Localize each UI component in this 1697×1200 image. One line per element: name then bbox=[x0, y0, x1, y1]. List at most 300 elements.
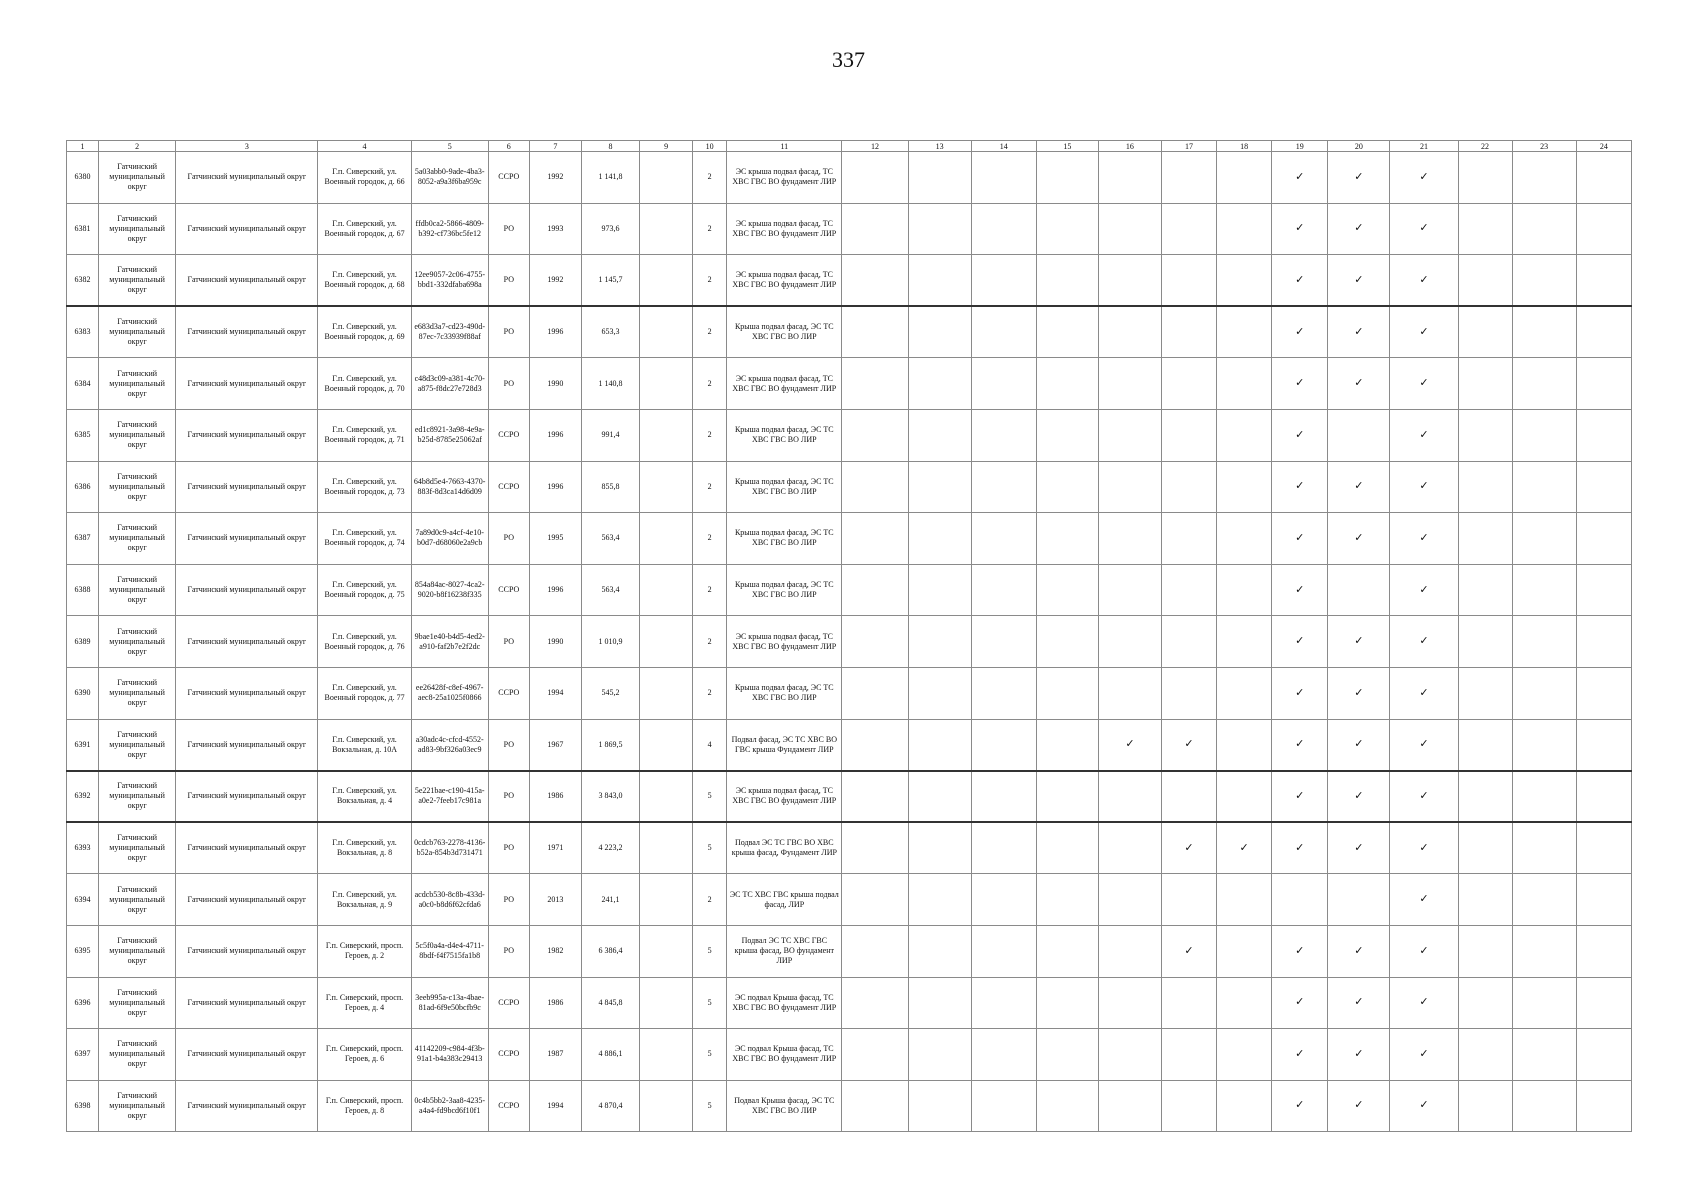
col-19-cell bbox=[1272, 564, 1328, 616]
municipality-cell: Гатчинский муниципальный округ bbox=[176, 306, 318, 358]
address-cell: Г.п. Сиверский, ул. Военный городок, д. 77 bbox=[318, 667, 411, 719]
record-number-cell: 6391 bbox=[67, 719, 99, 771]
record-number-cell: 6396 bbox=[67, 977, 99, 1029]
col-24-cell bbox=[1576, 616, 1631, 668]
col-19-cell bbox=[1272, 409, 1328, 461]
col-21-cell bbox=[1390, 925, 1458, 977]
col-16-cell bbox=[1098, 822, 1161, 874]
col-21-cell bbox=[1390, 874, 1458, 926]
works-list-cell: Крыша подвал фасад, ЭС ТС ХВС ГВС ВО ЛИР bbox=[727, 667, 842, 719]
col-9-cell bbox=[640, 667, 693, 719]
column-number-9: 9 bbox=[640, 141, 693, 152]
municipality-cell: Гатчинский муниципальный округ bbox=[176, 667, 318, 719]
col-19-cell bbox=[1272, 255, 1328, 307]
table-row bbox=[67, 203, 1632, 255]
col-9-cell bbox=[640, 719, 693, 771]
col-12-cell bbox=[842, 152, 908, 204]
col-23-cell bbox=[1512, 1029, 1576, 1081]
municipality-cell: Гатчинский муниципальный округ bbox=[176, 874, 318, 926]
col-23-cell bbox=[1512, 925, 1576, 977]
col-13-cell bbox=[908, 203, 971, 255]
col-23-cell bbox=[1512, 409, 1576, 461]
col-10-cell: 2 bbox=[693, 152, 727, 204]
col-22-cell bbox=[1458, 771, 1512, 823]
address-cell: Г.п. Сиверский, ул. Военный городок, д. 73 bbox=[318, 461, 411, 513]
col-22-cell bbox=[1458, 564, 1512, 616]
address-cell: Г.п. Сиверский, ул. Военный городок, д. 66 bbox=[318, 152, 411, 204]
col-24-cell bbox=[1576, 152, 1631, 204]
column-number-8: 8 bbox=[581, 141, 639, 152]
col-17-cell bbox=[1161, 771, 1216, 823]
area-cell: 973,6 bbox=[581, 203, 639, 255]
col-17-cell bbox=[1161, 1080, 1216, 1132]
col-24-cell bbox=[1576, 1080, 1631, 1132]
table-row bbox=[67, 358, 1632, 410]
management-type-cell: РО bbox=[488, 771, 529, 823]
column-number-22: 22 bbox=[1458, 141, 1512, 152]
col-10-cell: 5 bbox=[693, 977, 727, 1029]
col-16-cell bbox=[1098, 1029, 1161, 1081]
area-cell: 241,1 bbox=[581, 874, 639, 926]
col-23-cell bbox=[1512, 667, 1576, 719]
area-cell: 4 223,2 bbox=[581, 822, 639, 874]
column-number-17: 17 bbox=[1161, 141, 1216, 152]
address-cell: Г.п. Сиверский, ул. Вокзальная, д. 9 bbox=[318, 874, 411, 926]
col-14-cell bbox=[971, 461, 1036, 513]
municipality-cell: Гатчинский муниципальный округ bbox=[176, 1029, 318, 1081]
area-cell: 3 843,0 bbox=[581, 771, 639, 823]
works-list-cell: Подвал Крыша фасад, ЭС ТС ХВС ГВС ВО ЛИР bbox=[727, 1080, 842, 1132]
checkmark-icon: ✓ bbox=[1419, 222, 1429, 235]
checkmark-icon: ✓ bbox=[1354, 1099, 1364, 1112]
works-list-cell: Подвал ЭС ТС ХВС ГВС крыша фасад, ВО фундамент ЛИР bbox=[727, 925, 842, 977]
col-22-cell bbox=[1458, 874, 1512, 926]
checkmark-icon: ✓ bbox=[1419, 480, 1429, 493]
address-cell: Г.п. Сиверский, ул. Военный городок, д. 75 bbox=[318, 564, 411, 616]
col-20-cell bbox=[1328, 1080, 1390, 1132]
works-list-cell: ЭС подвал Крыша фасад, ТС ХВС ГВС ВО фундамент ЛИР bbox=[727, 977, 842, 1029]
record-number-cell: 6385 bbox=[67, 409, 99, 461]
checkmark-icon: ✓ bbox=[1295, 325, 1305, 338]
col-21-cell bbox=[1390, 461, 1458, 513]
col-22-cell bbox=[1458, 977, 1512, 1029]
col-13-cell bbox=[908, 667, 971, 719]
col-15-cell bbox=[1036, 564, 1098, 616]
checkmark-icon: ✓ bbox=[1419, 944, 1429, 957]
col-14-cell bbox=[971, 667, 1036, 719]
district-cell: Гатчинский муниципальный округ bbox=[99, 925, 176, 977]
checkmark-icon: ✓ bbox=[1419, 841, 1429, 854]
table-row bbox=[67, 255, 1632, 307]
table-row bbox=[67, 461, 1632, 513]
col-20-cell bbox=[1328, 822, 1390, 874]
municipality-cell: Гатчинский муниципальный округ bbox=[176, 461, 318, 513]
col-14-cell bbox=[971, 203, 1036, 255]
col-17-cell bbox=[1161, 1029, 1216, 1081]
checkmark-icon: ✓ bbox=[1184, 944, 1194, 957]
checkmark-icon: ✓ bbox=[1354, 531, 1364, 544]
area-cell: 4 870,4 bbox=[581, 1080, 639, 1132]
column-number-18: 18 bbox=[1217, 141, 1272, 152]
build-year-cell: 1986 bbox=[529, 977, 581, 1029]
column-number-row bbox=[67, 141, 1632, 152]
col-16-cell bbox=[1098, 461, 1161, 513]
address-cell: Г.п. Сиверский, просп. Героев, д. 2 bbox=[318, 925, 411, 977]
checkmark-icon: ✓ bbox=[1419, 738, 1429, 751]
col-14-cell bbox=[971, 564, 1036, 616]
col-10-cell: 2 bbox=[693, 409, 727, 461]
col-12-cell bbox=[842, 409, 908, 461]
col-10-cell: 2 bbox=[693, 667, 727, 719]
col-15-cell bbox=[1036, 719, 1098, 771]
col-16-cell bbox=[1098, 203, 1161, 255]
table-row bbox=[67, 1080, 1632, 1132]
col-22-cell bbox=[1458, 925, 1512, 977]
col-17-cell bbox=[1161, 358, 1216, 410]
col-19-cell bbox=[1272, 513, 1328, 565]
col-23-cell bbox=[1512, 461, 1576, 513]
col-21-cell bbox=[1390, 719, 1458, 771]
district-cell: Гатчинский муниципальный округ bbox=[99, 409, 176, 461]
col-18-cell bbox=[1217, 203, 1272, 255]
management-type-cell: ССРО bbox=[488, 564, 529, 616]
building-guid-cell: 3eeb995a-c13a-4bae-81ad-6f9e50bcfb9c bbox=[411, 977, 488, 1029]
col-12-cell bbox=[842, 616, 908, 668]
management-type-cell: ССРО bbox=[488, 152, 529, 204]
col-18-cell bbox=[1217, 306, 1272, 358]
col-17-cell bbox=[1161, 874, 1216, 926]
build-year-cell: 1993 bbox=[529, 203, 581, 255]
col-16-cell bbox=[1098, 977, 1161, 1029]
col-18-cell bbox=[1217, 1029, 1272, 1081]
checkmark-icon: ✓ bbox=[1419, 531, 1429, 544]
building-guid-cell: 854a84ac-8027-4ca2-9020-b8f16238f335 bbox=[411, 564, 488, 616]
area-cell: 563,4 bbox=[581, 564, 639, 616]
checkmark-icon: ✓ bbox=[1419, 1047, 1429, 1060]
col-12-cell bbox=[842, 255, 908, 307]
col-10-cell: 4 bbox=[693, 719, 727, 771]
management-type-cell: РО bbox=[488, 719, 529, 771]
checkmark-icon: ✓ bbox=[1295, 635, 1305, 648]
col-20-cell bbox=[1328, 461, 1390, 513]
checkmark-icon: ✓ bbox=[1354, 996, 1364, 1009]
col-9-cell bbox=[640, 616, 693, 668]
address-cell: Г.п. Сиверский, ул. Военный городок, д. 74 bbox=[318, 513, 411, 565]
management-type-cell: РО bbox=[488, 925, 529, 977]
col-14-cell bbox=[971, 925, 1036, 977]
area-cell: 1 010,9 bbox=[581, 616, 639, 668]
col-9-cell bbox=[640, 255, 693, 307]
building-guid-cell: ffdb0ca2-5866-4809-b392-cf736bc5fe12 bbox=[411, 203, 488, 255]
col-18-cell bbox=[1217, 667, 1272, 719]
works-list-cell: ЭС крыша подвал фасад, ТС ХВС ГВС ВО фундамент ЛИР bbox=[727, 616, 842, 668]
col-14-cell bbox=[971, 255, 1036, 307]
area-cell: 4 886,1 bbox=[581, 1029, 639, 1081]
col-9-cell bbox=[640, 1080, 693, 1132]
col-12-cell bbox=[842, 461, 908, 513]
municipality-cell: Гатчинский муниципальный округ bbox=[176, 255, 318, 307]
table-row bbox=[67, 874, 1632, 926]
building-guid-cell: ed1c8921-3a98-4e9a-b25d-8785e25062af bbox=[411, 409, 488, 461]
col-18-cell bbox=[1217, 822, 1272, 874]
municipality-cell: Гатчинский муниципальный округ bbox=[176, 1080, 318, 1132]
col-18-cell bbox=[1217, 152, 1272, 204]
works-list-cell: ЭС подвал Крыша фасад, ТС ХВС ГВС ВО фундамент ЛИР bbox=[727, 1029, 842, 1081]
col-23-cell bbox=[1512, 977, 1576, 1029]
col-22-cell bbox=[1458, 358, 1512, 410]
col-22-cell bbox=[1458, 513, 1512, 565]
table-row bbox=[67, 409, 1632, 461]
area-cell: 1 141,8 bbox=[581, 152, 639, 204]
col-24-cell bbox=[1576, 409, 1631, 461]
table-row bbox=[67, 667, 1632, 719]
col-23-cell bbox=[1512, 719, 1576, 771]
building-guid-cell: ee26428f-c8ef-4967-aec8-25a1025f0866 bbox=[411, 667, 488, 719]
col-23-cell bbox=[1512, 255, 1576, 307]
col-19-cell bbox=[1272, 925, 1328, 977]
build-year-cell: 1990 bbox=[529, 358, 581, 410]
management-type-cell: РО bbox=[488, 513, 529, 565]
col-18-cell bbox=[1217, 564, 1272, 616]
checkmark-icon: ✓ bbox=[1354, 273, 1364, 286]
works-list-cell: ЭС крыша подвал фасад, ТС ХВС ГВС ВО фундамент ЛИР bbox=[727, 152, 842, 204]
col-18-cell bbox=[1217, 409, 1272, 461]
checkmark-icon: ✓ bbox=[1354, 325, 1364, 338]
building-guid-cell: 12ee9057-2c06-4755-bbd1-332dfaba698a bbox=[411, 255, 488, 307]
building-guid-cell: 41142209-c984-4f3b-91a1-b4a383c29413 bbox=[411, 1029, 488, 1081]
area-cell: 6 386,4 bbox=[581, 925, 639, 977]
col-10-cell: 2 bbox=[693, 564, 727, 616]
table-row bbox=[67, 616, 1632, 668]
col-12-cell bbox=[842, 925, 908, 977]
record-number-cell: 6384 bbox=[67, 358, 99, 410]
col-19-cell bbox=[1272, 719, 1328, 771]
building-guid-cell: e683d3a7-cd23-490d-87ec-7c33939f88af bbox=[411, 306, 488, 358]
col-19-cell bbox=[1272, 358, 1328, 410]
district-cell: Гатчинский муниципальный округ bbox=[99, 513, 176, 565]
address-cell: Г.п. Сиверский, ул. Вокзальная, д. 4 bbox=[318, 771, 411, 823]
checkmark-icon: ✓ bbox=[1419, 583, 1429, 596]
col-20-cell bbox=[1328, 409, 1390, 461]
build-year-cell: 1990 bbox=[529, 616, 581, 668]
area-cell: 1 140,8 bbox=[581, 358, 639, 410]
record-number-cell: 6388 bbox=[67, 564, 99, 616]
column-number-14: 14 bbox=[971, 141, 1036, 152]
table-row bbox=[67, 771, 1632, 823]
col-23-cell bbox=[1512, 358, 1576, 410]
col-13-cell bbox=[908, 409, 971, 461]
building-guid-cell: 5c5f0a4a-d4e4-4711-8bdf-f4f7515fa1b8 bbox=[411, 925, 488, 977]
column-number-10: 10 bbox=[693, 141, 727, 152]
col-10-cell: 2 bbox=[693, 513, 727, 565]
col-18-cell bbox=[1217, 255, 1272, 307]
col-12-cell bbox=[842, 667, 908, 719]
checkmark-icon: ✓ bbox=[1354, 841, 1364, 854]
col-10-cell: 5 bbox=[693, 1080, 727, 1132]
col-12-cell bbox=[842, 874, 908, 926]
record-number-cell: 6397 bbox=[67, 1029, 99, 1081]
building-guid-cell: 0c4b5bb2-3aa8-4235-a4a4-fd9bcd6f10f1 bbox=[411, 1080, 488, 1132]
col-10-cell: 5 bbox=[693, 925, 727, 977]
column-number-16: 16 bbox=[1098, 141, 1161, 152]
column-number-13: 13 bbox=[908, 141, 971, 152]
col-14-cell bbox=[971, 1080, 1036, 1132]
district-cell: Гатчинский муниципальный округ bbox=[99, 667, 176, 719]
col-20-cell bbox=[1328, 358, 1390, 410]
record-number-cell: 6383 bbox=[67, 306, 99, 358]
build-year-cell: 1996 bbox=[529, 564, 581, 616]
col-10-cell: 2 bbox=[693, 306, 727, 358]
col-9-cell bbox=[640, 977, 693, 1029]
col-20-cell bbox=[1328, 255, 1390, 307]
col-24-cell bbox=[1576, 255, 1631, 307]
municipality-cell: Гатчинский муниципальный округ bbox=[176, 358, 318, 410]
col-20-cell bbox=[1328, 719, 1390, 771]
col-14-cell bbox=[971, 822, 1036, 874]
works-list-cell: Подвал ЭС ТС ГВС ВО ХВС крыша фасад, Фундамент ЛИР bbox=[727, 822, 842, 874]
col-24-cell bbox=[1576, 1029, 1631, 1081]
municipality-cell: Гатчинский муниципальный округ bbox=[176, 409, 318, 461]
col-15-cell bbox=[1036, 1029, 1098, 1081]
build-year-cell: 1996 bbox=[529, 409, 581, 461]
col-16-cell bbox=[1098, 564, 1161, 616]
col-13-cell bbox=[908, 822, 971, 874]
register-rows bbox=[67, 152, 1632, 1132]
column-number-3: 3 bbox=[176, 141, 318, 152]
record-number-cell: 6392 bbox=[67, 771, 99, 823]
district-cell: Гатчинский муниципальный округ bbox=[99, 771, 176, 823]
management-type-cell: РО bbox=[488, 306, 529, 358]
district-cell: Гатчинский муниципальный округ bbox=[99, 564, 176, 616]
col-15-cell bbox=[1036, 1080, 1098, 1132]
col-17-cell bbox=[1161, 564, 1216, 616]
col-16-cell bbox=[1098, 616, 1161, 668]
district-cell: Гатчинский муниципальный округ bbox=[99, 306, 176, 358]
col-20-cell bbox=[1328, 203, 1390, 255]
col-17-cell bbox=[1161, 977, 1216, 1029]
col-13-cell bbox=[908, 719, 971, 771]
col-21-cell bbox=[1390, 513, 1458, 565]
works-list-cell: ЭС крыша подвал фасад, ТС ХВС ГВС ВО фундамент ЛИР bbox=[727, 771, 842, 823]
col-23-cell bbox=[1512, 513, 1576, 565]
municipality-cell: Гатчинский муниципальный округ bbox=[176, 152, 318, 204]
col-10-cell: 2 bbox=[693, 358, 727, 410]
col-20-cell bbox=[1328, 306, 1390, 358]
col-16-cell bbox=[1098, 255, 1161, 307]
checkmark-icon: ✓ bbox=[1419, 377, 1429, 390]
col-20-cell bbox=[1328, 513, 1390, 565]
district-cell: Гатчинский муниципальный округ bbox=[99, 358, 176, 410]
col-16-cell bbox=[1098, 719, 1161, 771]
col-21-cell bbox=[1390, 203, 1458, 255]
works-list-cell: Крыша подвал фасад, ЭС ТС ХВС ГВС ВО ЛИР bbox=[727, 513, 842, 565]
col-14-cell bbox=[971, 358, 1036, 410]
col-22-cell bbox=[1458, 1080, 1512, 1132]
management-type-cell: РО bbox=[488, 874, 529, 926]
checkmark-icon: ✓ bbox=[1295, 789, 1305, 802]
col-17-cell bbox=[1161, 152, 1216, 204]
col-13-cell bbox=[908, 513, 971, 565]
col-14-cell bbox=[971, 306, 1036, 358]
building-guid-cell: 9bae1e40-b4d5-4ed2-a910-faf2b7e2f2dc bbox=[411, 616, 488, 668]
building-guid-cell: acdcb530-8c8b-433d-a0c0-b8d6f62cfda6 bbox=[411, 874, 488, 926]
col-17-cell bbox=[1161, 461, 1216, 513]
col-24-cell bbox=[1576, 461, 1631, 513]
col-20-cell bbox=[1328, 925, 1390, 977]
col-23-cell bbox=[1512, 1080, 1576, 1132]
works-list-cell: Крыша подвал фасад, ЭС ТС ХВС ГВС ВО ЛИР bbox=[727, 564, 842, 616]
col-9-cell bbox=[640, 203, 693, 255]
works-list-cell: Подвал фасад, ЭС ТС ХВС ВО ГВС крыша Фундамент ЛИР bbox=[727, 719, 842, 771]
col-15-cell bbox=[1036, 152, 1098, 204]
col-14-cell bbox=[971, 1029, 1036, 1081]
col-10-cell: 5 bbox=[693, 771, 727, 823]
col-9-cell bbox=[640, 564, 693, 616]
works-list-cell: Крыша подвал фасад, ЭС ТС ХВС ГВС ВО ЛИР bbox=[727, 409, 842, 461]
district-cell: Гатчинский муниципальный округ bbox=[99, 1080, 176, 1132]
checkmark-icon: ✓ bbox=[1295, 222, 1305, 235]
col-17-cell bbox=[1161, 667, 1216, 719]
col-21-cell bbox=[1390, 306, 1458, 358]
checkmark-icon: ✓ bbox=[1295, 1099, 1305, 1112]
area-cell: 991,4 bbox=[581, 409, 639, 461]
checkmark-icon: ✓ bbox=[1419, 893, 1429, 906]
table-row bbox=[67, 822, 1632, 874]
col-18-cell bbox=[1217, 771, 1272, 823]
record-number-cell: 6389 bbox=[67, 616, 99, 668]
col-12-cell bbox=[842, 358, 908, 410]
col-15-cell bbox=[1036, 461, 1098, 513]
works-list-cell: ЭС крыша подвал фасад, ТС ХВС ГВС ВО фундамент ЛИР bbox=[727, 358, 842, 410]
checkmark-icon: ✓ bbox=[1239, 841, 1249, 854]
building-guid-cell: c48d3c09-a381-4c70-a875-f8dc27e728d3 bbox=[411, 358, 488, 410]
municipality-cell: Гатчинский муниципальный округ bbox=[176, 513, 318, 565]
district-cell: Гатчинский муниципальный округ bbox=[99, 1029, 176, 1081]
record-number-cell: 6381 bbox=[67, 203, 99, 255]
checkmark-icon: ✓ bbox=[1295, 686, 1305, 699]
column-number-2: 2 bbox=[99, 141, 176, 152]
works-list-cell: ЭС крыша подвал фасад, ТС ХВС ГВС ВО фундамент ЛИР bbox=[727, 255, 842, 307]
checkmark-icon: ✓ bbox=[1354, 480, 1364, 493]
management-type-cell: ССРО bbox=[488, 977, 529, 1029]
col-13-cell bbox=[908, 925, 971, 977]
checkmark-icon: ✓ bbox=[1419, 789, 1429, 802]
col-13-cell bbox=[908, 152, 971, 204]
management-type-cell: РО bbox=[488, 203, 529, 255]
col-23-cell bbox=[1512, 152, 1576, 204]
build-year-cell: 1992 bbox=[529, 152, 581, 204]
page-number: 337 bbox=[832, 47, 865, 72]
col-13-cell bbox=[908, 874, 971, 926]
col-18-cell bbox=[1217, 719, 1272, 771]
build-year-cell: 1996 bbox=[529, 461, 581, 513]
checkmark-icon: ✓ bbox=[1354, 738, 1364, 751]
record-number-cell: 6382 bbox=[67, 255, 99, 307]
col-16-cell bbox=[1098, 358, 1161, 410]
col-13-cell bbox=[908, 1029, 971, 1081]
table-row bbox=[67, 564, 1632, 616]
building-guid-cell: 7a89d0c9-a4cf-4e10-b0d7-d68060e2a9cb bbox=[411, 513, 488, 565]
checkmark-icon: ✓ bbox=[1419, 996, 1429, 1009]
col-23-cell bbox=[1512, 564, 1576, 616]
col-21-cell bbox=[1390, 358, 1458, 410]
build-year-cell: 1986 bbox=[529, 771, 581, 823]
building-guid-cell: 64b8d5e4-7663-4370-883f-8d3ca14d6d09 bbox=[411, 461, 488, 513]
management-type-cell: РО bbox=[488, 358, 529, 410]
district-cell: Гатчинский муниципальный округ bbox=[99, 822, 176, 874]
col-16-cell bbox=[1098, 874, 1161, 926]
col-24-cell bbox=[1576, 925, 1631, 977]
